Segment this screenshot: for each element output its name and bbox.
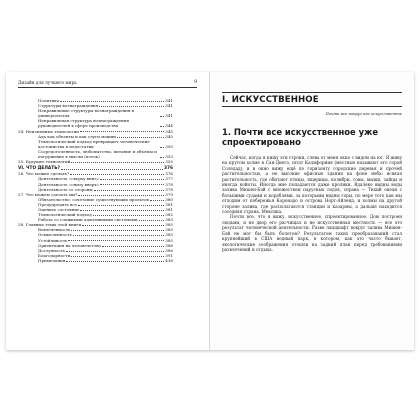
toc-entry-page: 381 <box>165 206 173 212</box>
toc-entry-page: 377 <box>165 176 173 182</box>
left-page <box>6 72 210 350</box>
body-paragraph: Сейчас, когда я пишу эти строки, слева от меня окно с видом на юг. Я живу на крутом холме в Сан-Диего, штат Калифорния (местные называют его горой Соледад), и в окно вижу ещё по горизонту городские деревья и прочей растительностью, а не высокие офисные здания на фоне неба: всякая растительность, где обитают птицы, ящерицы, колибри, совы, мыши, зайцы и иногда койоты. Иногда мне попадаются даже кролики. Вдалеке видны воды залива Мишен-Бэй с множеством парусных лодок, справа — Тихий океан с большими судами и кораблями, за которыми видны горы, по мере того как мы отходим от побережья Коронадо и острова Норт-Айленд, и холмы на другой стороне залива, где располагаются станции и казармы, а дальше находится соседняя страна, Мексика. <box>222 155 402 215</box>
toc-entry-page: 378 <box>165 186 173 192</box>
toc-leader-dots <box>80 131 164 132</box>
right-page <box>210 72 414 350</box>
toc-leader-dots <box>61 169 163 170</box>
toc-leader-dots <box>68 240 164 241</box>
toc-leader-dots <box>102 246 164 247</box>
toc-entry-label: Доступность <box>38 247 66 253</box>
toc-entry[interactable] <box>18 258 173 263</box>
toc-entry-label: 24. Неизменные технологии <box>18 128 79 134</box>
toc-entry-page: 385 <box>165 222 173 228</box>
page-number: 9 <box>194 80 197 85</box>
toc-leader-dots <box>82 225 164 226</box>
toc-leader-dots <box>71 256 164 257</box>
toc-leader-dots <box>160 116 164 117</box>
toc-entry-page: 341 <box>165 98 173 103</box>
toc-entry-page: 416 <box>165 257 173 263</box>
toc-entry-page: 345 <box>165 128 173 134</box>
toc-entry-label: Технологический подход <box>38 212 92 218</box>
toc-entry-label: Неправильная структура вознаграждения руководителей в сфере производства <box>38 118 129 129</box>
toc-entry-label: Неправильные структуры вознаграждения в университетах <box>38 108 134 119</box>
toc-leader-dots <box>71 230 164 231</box>
toc-leader-dots <box>78 205 164 206</box>
toc-entry-label: Политика <box>38 98 60 103</box>
toc-entry-label: Деятельность «снизу вверх» <box>38 181 100 187</box>
toc-leader-dots <box>139 220 165 221</box>
toc-leader-dots <box>93 215 165 216</box>
running-head <box>18 80 197 88</box>
toc-entry-page: 376 <box>165 171 173 177</box>
toc-entry[interactable] <box>18 108 173 118</box>
toc-entry-label: Вовлеченность <box>38 227 71 233</box>
toc-entry-page: 353 <box>165 154 173 160</box>
toc-entry-page: 379 <box>165 191 173 197</box>
toc-entry-page: 385 <box>165 227 173 233</box>
toc-entry-label: Осмысленность <box>38 232 72 238</box>
chapter-title: I. ИСКУССТВЕННОЕ <box>222 92 402 107</box>
table-of-contents <box>18 98 173 263</box>
book-spread <box>6 72 414 350</box>
toc-leader-dots <box>71 162 164 163</box>
toc-entry-label: 26. Что можно сделать? <box>18 171 70 177</box>
toc-entry-page: 380 <box>165 196 173 202</box>
toc-leader-dots <box>94 190 165 191</box>
toc-leader-dots <box>70 174 164 175</box>
toc-entry-page: 381 <box>165 201 173 207</box>
toc-leader-dots <box>78 195 164 196</box>
toc-entry-page: 376 <box>164 166 173 172</box>
toc-entry-page: 341 <box>165 103 173 109</box>
toc-leader-dots <box>117 137 164 138</box>
toc-entry-label: Деятельность «сверху вниз» <box>38 176 100 182</box>
toc-leader-dots <box>80 210 164 211</box>
toc-entry-page: 344 <box>165 123 173 129</box>
toc-entry-page: 345 <box>165 133 173 139</box>
toc-entry-page: 385 <box>165 237 173 243</box>
toc-entry-page: 382 <box>165 212 173 218</box>
toc-entry-label: 25. Будущее технологий <box>18 159 71 165</box>
toc-entry-page: 341 <box>165 113 173 119</box>
toc-entry-label: Сосредоточенность, любопытство, питание и объемы и погружение в мысли (поток) <box>38 148 157 160</box>
body-text <box>222 155 402 252</box>
toc-leader-dots <box>73 235 165 236</box>
toc-entry-page: 386 <box>165 242 173 248</box>
toc-leader-dots <box>100 184 164 185</box>
toc-entry[interactable] <box>18 159 173 164</box>
toc-leader-dots <box>99 106 164 107</box>
toc-leader-dots <box>100 179 164 180</box>
toc-entry-label: Технологический подход превращает человеческие достоинства в недостатки <box>38 138 150 149</box>
toc-entry[interactable] <box>18 149 173 159</box>
toc-leader-dots <box>66 251 164 252</box>
toc-entry-label: VI. ЧТО ДЕЛАТЬ? <box>18 166 60 172</box>
toc-entry-page: 350 <box>165 143 173 149</box>
toc-entry-page: 391 <box>165 252 173 258</box>
toc-leader-dots <box>160 126 164 127</box>
running-title: Дизайн для лучшего мира <box>18 80 77 85</box>
toc-leader-dots <box>160 157 164 158</box>
toc-entry-label: Устойчивость <box>38 237 68 243</box>
toc-entry-label: 28. Главные темы этой книги <box>18 222 82 228</box>
toc-entry-page: 383 <box>165 217 173 223</box>
toc-entry-label: Деятельность со стороны <box>38 186 93 192</box>
toc-entry-label: Оценить состояние <box>38 206 80 212</box>
toc-entry-label: 27. Что можем сделать мы? <box>18 191 78 197</box>
toc-entry[interactable] <box>18 139 173 149</box>
toc-entry-label: Примечания <box>38 257 66 263</box>
toc-leader-dots <box>150 200 164 201</box>
toc-entry[interactable] <box>18 118 173 128</box>
toc-entry-label: Структуры вознаграждения <box>38 103 99 109</box>
toc-entry-label: Предупредить все <box>38 201 77 207</box>
section-heading: 1. Почти все искусственное уже спроектировано <box>222 127 379 147</box>
toc-entry-label: Обязательство: сочетание существующих проектов <box>38 196 149 202</box>
toc-entry-page: 386 <box>165 247 173 253</box>
toc-entry-label: Ориентация на человечество <box>38 242 101 248</box>
toc-entry-label: Работа со сложными адаптивными системами <box>38 217 138 223</box>
toc-entry-page: 385 <box>165 232 173 238</box>
toc-entry-page: 378 <box>165 181 173 187</box>
toc-entry-page: 355 <box>165 159 173 165</box>
toc-leader-dots <box>160 147 164 148</box>
epigraph: Почти все вокруг нас искусственное <box>325 111 402 116</box>
body-paragraph: Почти все, что я вижу, искусственное, спроектированное. Дом построен людьми, и не двор его расчищал и не искусственная местность — все это результат человеческой деятельности. Разве ландшафт вокруг залива Мишен-Бэй не мог бы быть болотом? Результатом таких преобразований стал крупнейший в США водный парк, в котором, как это часто бывает, экологические соображения отошли на задний план перед требованиями развлечений и отдыха. <box>222 214 402 252</box>
toc-leader-dots <box>66 261 164 262</box>
toc-leader-dots <box>60 101 164 102</box>
toc-entry-label: Благодарности <box>38 252 71 258</box>
toc-entry-label: Ада как объекты и как слуги машин <box>38 133 116 139</box>
